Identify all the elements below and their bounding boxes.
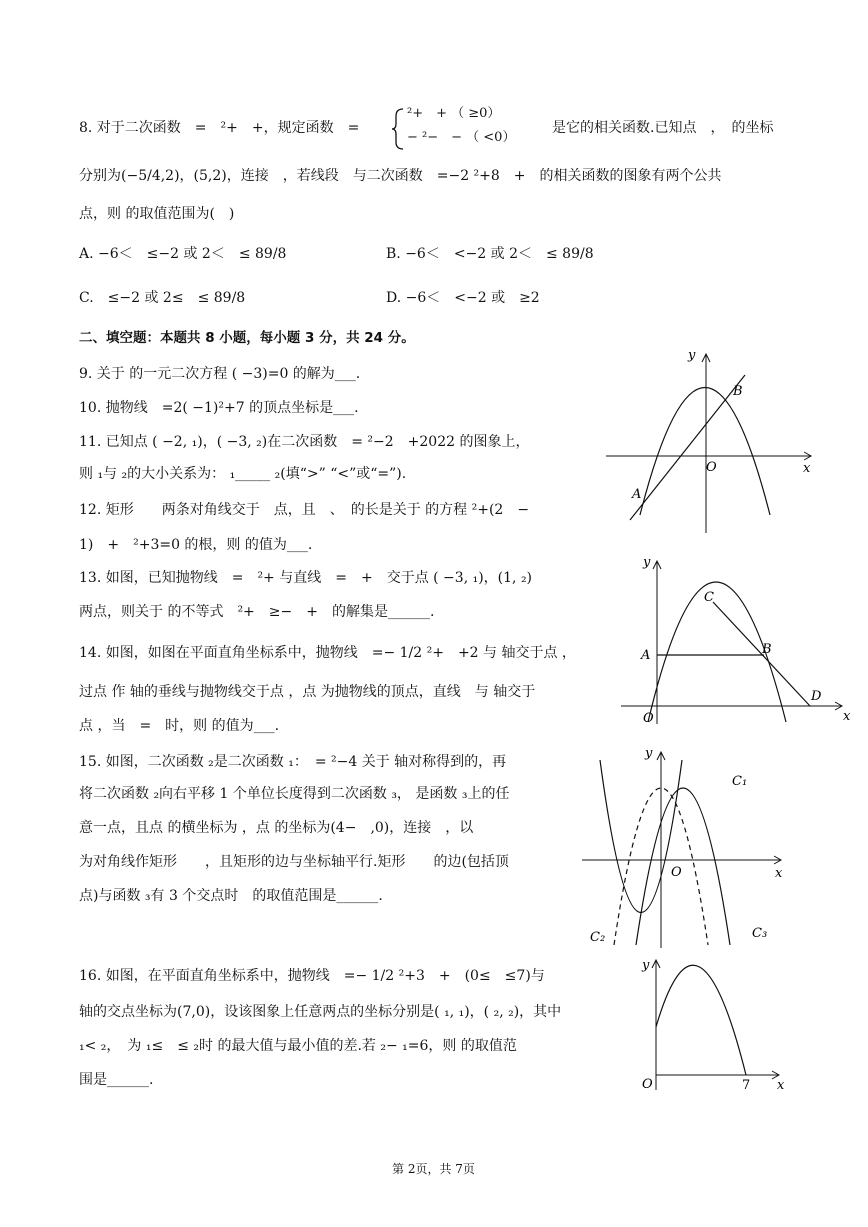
c2-label: C₂ <box>590 930 606 945</box>
q14-line2: 过点 作 轴的垂线与抛物线交于点 ，点 为抛物线的顶点，直线 与 轴交于 <box>79 684 536 700</box>
q8-piece-bottom: − ²− − （ <0） <box>407 130 516 145</box>
q8-line1a: 8. 对于二次函数 = ²+ +，规定函数 = <box>79 120 360 136</box>
parabola-curve <box>656 965 746 1075</box>
y-axis-label: y <box>688 348 696 363</box>
x-axis-label: x <box>775 866 783 881</box>
origin-label: O <box>706 460 717 475</box>
tick-seven-label: 7 <box>742 1078 751 1093</box>
origin-label: O <box>671 865 682 880</box>
y-axis-label: y <box>642 958 650 973</box>
point-a-label: A <box>632 487 642 502</box>
point-b-label: B <box>762 642 772 657</box>
origin-label: O <box>643 711 654 726</box>
figure-q14 <box>615 552 855 727</box>
point-a-label: A <box>641 648 651 663</box>
point-d-label: D <box>811 689 822 704</box>
q16-line3: ₁< ₂， 为 ₁≤ ≤ ₂时 的最大值与最小值的差.若 ₂− ₁=6，则 的取值范 <box>79 1038 517 1054</box>
q11-line1: 11. 已知点 ( −2, ₁)，( −3, ₂)在二次函数 = ²−2 +2022 的图象上， <box>79 434 530 450</box>
q12-line1: 12. 矩形 两条对角线交于 点，且 、 的长是关于 的方程 ²+(2 − <box>79 502 530 518</box>
q15-line2: 将二次函数 ₂向右平移 1 个单位长度得到二次函数 ₃， 是函数 ₃上的任 <box>79 786 510 802</box>
q15-line5: 点)与函数 ₃有 3 个交点时 的取值范围是______. <box>79 888 383 904</box>
q8-line1b: 是它的相关函数.已知点 ， 的坐标 <box>552 120 774 136</box>
x-axis-label: x <box>777 1078 785 1093</box>
q9: 9. 关于 的一元二次方程 ( −3)=0 的解为___. <box>79 366 361 382</box>
c3-label: C₃ <box>752 926 768 941</box>
q16-line2: 轴的交点坐标为(7,0)，设该图象上任意两点的坐标分别是( ₁, ₁)，( ₂, ₂)，其中 <box>79 1004 562 1020</box>
curve-c1 <box>600 760 682 913</box>
point-c-label: C <box>704 590 714 605</box>
q8-option-d: D. −6＜ <−2 或 ≥2 <box>386 290 540 306</box>
curve-c3 <box>636 788 730 945</box>
origin-label: O <box>642 1077 653 1092</box>
q8-line3: 点，则 的取值范围为( ) <box>79 206 235 222</box>
q16-line4: 围是______. <box>79 1072 154 1088</box>
q14-line1: 14. 如图，如图在平面直角坐标系中，抛物线 =− 1/2 ²+ +2 与 轴交于点 ， <box>79 645 576 661</box>
q16-line1: 16. 如图，在平面直角坐标系中，抛物线 =− 1/2 ²+3 + (0≤ ≤7)与 <box>79 968 545 984</box>
section-title: 二、填空题：本题共 8 小题，每小题 3 分，共 24 分。 <box>79 330 415 346</box>
figure-q15 <box>580 745 795 950</box>
q10: 10. 抛物线 =2( −1)²+7 的顶点坐标是___. <box>79 400 359 416</box>
figure-q16 <box>640 955 790 1095</box>
x-axis-label: x <box>803 461 811 476</box>
q11-line2: 则 ₁与 ₂的大小关系为： ₁_____ ₂(填“>” “<”或“=”). <box>79 466 407 482</box>
q8-option-c: C. ≤−2 或 2≤ ≤ 89/8 <box>79 290 246 306</box>
q13-line1: 13. 如图，已知抛物线 = ²+ 与直线 = + 交于点 ( −3, ₁)，(1, ₂) <box>79 570 533 586</box>
q13-line2: 两点，则关于 的不等式 ²+ ≥− + 的解集是______. <box>79 604 435 620</box>
q15-line3: 意一点，且点 的横坐标为 ，点 的坐标为(4− ,0)，连接 ，以 <box>79 820 474 836</box>
q15-line1: 15. 如图，二次函数 ₂是二次函数 ₁： = ²−4 关于 轴对称得到的，再 <box>79 754 507 770</box>
y-axis-label: y <box>645 746 653 761</box>
q12-line2: 1) + ²+3=0 的根，则 的值为___. <box>79 537 313 553</box>
q14-line3: 点 ，当 = 时，则 的值为___. <box>79 718 280 734</box>
q8-option-b: B. −6＜ <−2 或 2＜ ≤ 89/8 <box>386 246 594 262</box>
c1-label: C₁ <box>732 774 748 789</box>
page-footer: 第 2页，共 7页 <box>392 1162 475 1176</box>
q8-line2: 分别为(−5/4,2)，(5,2)，连接 ，若线段 与二次函数 =−2 ²+8 + 的相关函数的图象有两个公共 <box>79 168 722 184</box>
q15-line4: 为对角线作矩形 ，且矩形的边与坐标轴平行.矩形 的边(包括顶 <box>79 854 509 870</box>
parabola-curve <box>640 388 770 516</box>
q8-piece-top: ²+ + （ ≥0） <box>407 106 501 121</box>
q8-option-a: A. −6＜ ≤−2 或 2＜ ≤ 89/8 <box>79 246 287 262</box>
piecewise-brace <box>391 107 405 151</box>
figure-q11 <box>600 345 820 535</box>
x-axis-label: x <box>843 709 851 724</box>
point-b-label: B <box>733 384 743 399</box>
y-axis-label: y <box>643 555 651 570</box>
